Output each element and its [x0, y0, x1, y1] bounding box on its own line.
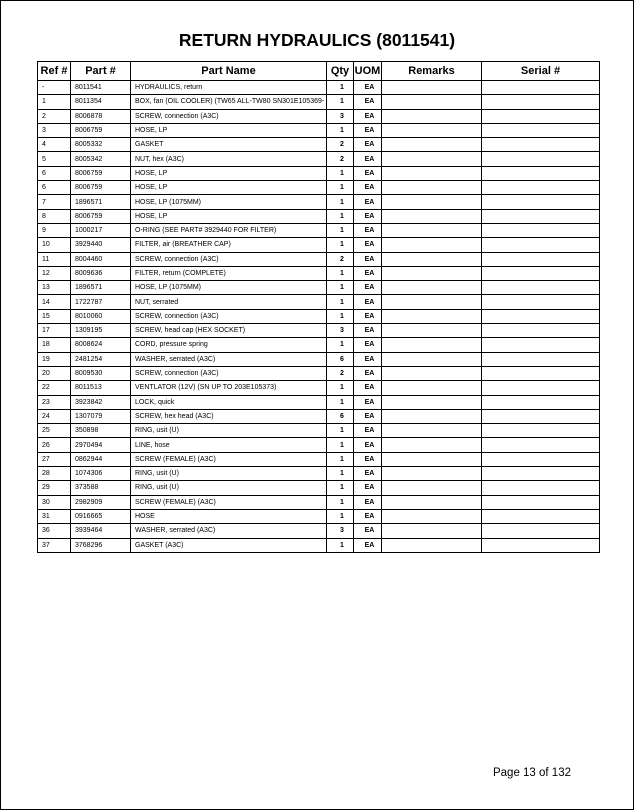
part-cell: 3929440 — [71, 238, 131, 252]
uom-cell: EA — [354, 209, 382, 223]
part-cell: 8006759 — [71, 181, 131, 195]
table-row — [38, 123, 600, 137]
serial-cell — [482, 381, 600, 395]
uom-cell: EA — [354, 166, 382, 180]
ref-cell: 11 — [38, 252, 71, 266]
name-cell: NUT, serrated — [131, 295, 327, 309]
name-cell: HOSE, LP — [131, 209, 327, 223]
uom-cell: EA — [354, 138, 382, 152]
table-row — [38, 424, 600, 438]
uom-cell: EA — [354, 395, 382, 409]
serial-cell — [482, 509, 600, 523]
remarks-cell — [382, 195, 482, 209]
ref-cell: 12 — [38, 266, 71, 280]
name-cell: HYDRAULICS, return — [131, 81, 327, 95]
name-cell: HOSE, LP — [131, 181, 327, 195]
table-row — [38, 252, 600, 266]
part-cell: 3939464 — [71, 524, 131, 538]
serial-cell — [482, 524, 600, 538]
ref-cell: 26 — [38, 438, 71, 452]
serial-cell — [482, 409, 600, 423]
remarks-cell — [382, 95, 482, 109]
uom-cell: EA — [354, 352, 382, 366]
serial-cell — [482, 366, 600, 380]
qty-cell: 1 — [327, 238, 354, 252]
part-cell: 8011541 — [71, 81, 131, 95]
uom-cell: EA — [354, 181, 382, 195]
uom-cell: EA — [354, 424, 382, 438]
uom-cell: EA — [354, 381, 382, 395]
part-cell: 1722787 — [71, 295, 131, 309]
part-cell: 8006878 — [71, 109, 131, 123]
qty-cell: 2 — [327, 138, 354, 152]
name-cell: O-RING (SEE PART# 3929440 FOR FILTER) — [131, 223, 327, 237]
serial-cell — [482, 281, 600, 295]
table-row — [38, 381, 600, 395]
ref-cell: 2 — [38, 109, 71, 123]
part-cell: 373588 — [71, 481, 131, 495]
serial-cell — [482, 223, 600, 237]
remarks-cell — [382, 295, 482, 309]
serial-cell — [482, 395, 600, 409]
column-header-qty: Qty — [327, 62, 354, 81]
serial-cell — [482, 166, 600, 180]
table-row — [38, 309, 600, 323]
serial-cell — [482, 81, 600, 95]
serial-cell — [482, 324, 600, 338]
ref-cell: 37 — [38, 538, 71, 552]
name-cell: WASHER, serrated (A3C) — [131, 352, 327, 366]
uom-cell: EA — [354, 495, 382, 509]
qty-cell: 1 — [327, 266, 354, 280]
ref-cell: 18 — [38, 338, 71, 352]
column-header-part: Part # — [71, 62, 131, 81]
name-cell: SCREW, connection (A3C) — [131, 109, 327, 123]
ref-cell: 10 — [38, 238, 71, 252]
qty-cell: 2 — [327, 366, 354, 380]
qty-cell: 1 — [327, 166, 354, 180]
ref-cell: 1 — [38, 95, 71, 109]
qty-cell: 1 — [327, 209, 354, 223]
table-row — [38, 481, 600, 495]
qty-cell: 1 — [327, 467, 354, 481]
table-row — [38, 266, 600, 280]
ref-cell: 22 — [38, 381, 71, 395]
name-cell: SCREW (FEMALE) (A3C) — [131, 495, 327, 509]
ref-cell: 31 — [38, 509, 71, 523]
part-cell: 0862944 — [71, 452, 131, 466]
uom-cell: EA — [354, 324, 382, 338]
qty-cell: 1 — [327, 381, 354, 395]
uom-cell: EA — [354, 123, 382, 137]
remarks-cell — [382, 324, 482, 338]
table-header-row — [38, 62, 600, 81]
uom-cell: EA — [354, 409, 382, 423]
uom-cell: EA — [354, 81, 382, 95]
uom-cell: EA — [354, 338, 382, 352]
name-cell: SCREW, hex head (A3C) — [131, 409, 327, 423]
part-cell: 8006759 — [71, 123, 131, 137]
table-row — [38, 366, 600, 380]
column-header-serial: Serial # — [482, 62, 600, 81]
remarks-cell — [382, 109, 482, 123]
part-cell: 8008624 — [71, 338, 131, 352]
remarks-cell — [382, 166, 482, 180]
qty-cell: 1 — [327, 123, 354, 137]
name-cell: HOSE, LP (1075MM) — [131, 195, 327, 209]
name-cell: RING, usit (U) — [131, 467, 327, 481]
serial-cell — [482, 181, 600, 195]
remarks-cell — [382, 452, 482, 466]
serial-cell — [482, 95, 600, 109]
uom-cell: EA — [354, 252, 382, 266]
uom-cell: EA — [354, 95, 382, 109]
uom-cell: EA — [354, 281, 382, 295]
remarks-cell — [382, 495, 482, 509]
qty-cell: 1 — [327, 81, 354, 95]
remarks-cell — [382, 381, 482, 395]
serial-cell — [482, 109, 600, 123]
uom-cell: EA — [354, 195, 382, 209]
column-header-name: Part Name — [131, 62, 327, 81]
part-cell: 8009636 — [71, 266, 131, 280]
qty-cell: 1 — [327, 95, 354, 109]
part-cell: 2982909 — [71, 495, 131, 509]
name-cell: SCREW, connection (A3C) — [131, 309, 327, 323]
remarks-cell — [382, 238, 482, 252]
uom-cell: EA — [354, 109, 382, 123]
part-cell: 1074306 — [71, 467, 131, 481]
table-row — [38, 138, 600, 152]
remarks-cell — [382, 209, 482, 223]
remarks-cell — [382, 509, 482, 523]
table-row — [38, 295, 600, 309]
uom-cell: EA — [354, 309, 382, 323]
part-cell: 1896571 — [71, 195, 131, 209]
remarks-cell — [382, 438, 482, 452]
table-row — [38, 338, 600, 352]
uom-cell: EA — [354, 152, 382, 166]
serial-cell — [482, 452, 600, 466]
ref-cell: 17 — [38, 324, 71, 338]
qty-cell: 1 — [327, 509, 354, 523]
table-row — [38, 324, 600, 338]
qty-cell: 1 — [327, 223, 354, 237]
remarks-cell — [382, 538, 482, 552]
remarks-cell — [382, 181, 482, 195]
name-cell: SCREW, connection (A3C) — [131, 252, 327, 266]
remarks-cell — [382, 338, 482, 352]
uom-cell: EA — [354, 366, 382, 380]
ref-cell: 14 — [38, 295, 71, 309]
name-cell: WASHER, serrated (A3C) — [131, 524, 327, 538]
name-cell: LOCK, quick — [131, 395, 327, 409]
page-title: RETURN HYDRAULICS (8011541) — [178, 30, 456, 50]
name-cell: SCREW (FEMALE) (A3C) — [131, 452, 327, 466]
table-row — [38, 438, 600, 452]
uom-cell: EA — [354, 438, 382, 452]
uom-cell: EA — [354, 295, 382, 309]
qty-cell: 1 — [327, 309, 354, 323]
uom-cell: EA — [354, 509, 382, 523]
part-cell: 3768296 — [71, 538, 131, 552]
page-number: Page 13 of 132 — [492, 767, 571, 779]
remarks-cell — [382, 123, 482, 137]
uom-cell: EA — [354, 452, 382, 466]
serial-cell — [482, 295, 600, 309]
ref-cell: 4 — [38, 138, 71, 152]
table-row — [38, 467, 600, 481]
serial-cell — [482, 266, 600, 280]
table-row — [38, 209, 600, 223]
part-cell: 8010060 — [71, 309, 131, 323]
qty-cell: 2 — [327, 152, 354, 166]
remarks-cell — [382, 467, 482, 481]
part-cell: 1000217 — [71, 223, 131, 237]
qty-cell: 3 — [327, 324, 354, 338]
ref-cell: 8 — [38, 209, 71, 223]
name-cell: FILTER, air (BREATHER CAP) — [131, 238, 327, 252]
table-row — [38, 452, 600, 466]
uom-cell: EA — [354, 538, 382, 552]
ref-cell: - — [38, 81, 71, 95]
part-cell: 2970494 — [71, 438, 131, 452]
part-cell: 8004460 — [71, 252, 131, 266]
qty-cell: 1 — [327, 195, 354, 209]
qty-cell: 1 — [327, 495, 354, 509]
ref-cell: 7 — [38, 195, 71, 209]
serial-cell — [482, 338, 600, 352]
name-cell: LINE, hose — [131, 438, 327, 452]
part-cell: 8006759 — [71, 209, 131, 223]
part-cell: 8009530 — [71, 366, 131, 380]
remarks-cell — [382, 138, 482, 152]
part-cell: 8011513 — [71, 381, 131, 395]
table-row — [38, 509, 600, 523]
remarks-cell — [382, 281, 482, 295]
name-cell: SCREW, connection (A3C) — [131, 366, 327, 380]
column-header-remarks: Remarks — [382, 62, 482, 81]
serial-cell — [482, 481, 600, 495]
uom-cell: EA — [354, 481, 382, 495]
ref-cell: 28 — [38, 467, 71, 481]
remarks-cell — [382, 409, 482, 423]
ref-cell: 5 — [38, 152, 71, 166]
remarks-cell — [382, 252, 482, 266]
table-row — [38, 81, 600, 95]
remarks-cell — [382, 481, 482, 495]
table-row — [38, 409, 600, 423]
name-cell: NUT, hex (A3C) — [131, 152, 327, 166]
name-cell: HOSE, LP (1075MM) — [131, 281, 327, 295]
ref-cell: 27 — [38, 452, 71, 466]
table-row — [38, 395, 600, 409]
table-row — [38, 352, 600, 366]
qty-cell: 1 — [327, 424, 354, 438]
serial-cell — [482, 252, 600, 266]
part-cell: 8005332 — [71, 138, 131, 152]
part-cell: 8011354 — [71, 95, 131, 109]
table-row — [38, 109, 600, 123]
qty-cell: 1 — [327, 295, 354, 309]
part-cell: 2481254 — [71, 352, 131, 366]
serial-cell — [482, 352, 600, 366]
name-cell: SCREW, head cap (HEX SOCKET) — [131, 324, 327, 338]
table-row — [38, 95, 600, 109]
serial-cell — [482, 309, 600, 323]
table-row — [38, 152, 600, 166]
serial-cell — [482, 238, 600, 252]
name-cell: RING, usit (U) — [131, 424, 327, 438]
table-row — [38, 181, 600, 195]
qty-cell: 1 — [327, 481, 354, 495]
remarks-cell — [382, 352, 482, 366]
qty-cell: 1 — [327, 395, 354, 409]
table-row — [38, 166, 600, 180]
serial-cell — [482, 467, 600, 481]
qty-cell: 1 — [327, 438, 354, 452]
part-cell: 3923842 — [71, 395, 131, 409]
uom-cell: EA — [354, 524, 382, 538]
part-cell: 8005342 — [71, 152, 131, 166]
serial-cell — [482, 424, 600, 438]
remarks-cell — [382, 152, 482, 166]
qty-cell: 1 — [327, 281, 354, 295]
qty-cell: 3 — [327, 524, 354, 538]
serial-cell — [482, 195, 600, 209]
table-row — [38, 223, 600, 237]
name-cell: CORD, pressure spring — [131, 338, 327, 352]
table-row — [38, 238, 600, 252]
name-cell: GASKET (A3C) — [131, 538, 327, 552]
name-cell: BOX, fan (OIL COOLER) (TW65 ALL-TW80 SN301E105369- — [131, 95, 327, 109]
name-cell: HOSE, LP — [131, 166, 327, 180]
qty-cell: 1 — [327, 538, 354, 552]
remarks-cell — [382, 395, 482, 409]
serial-cell — [482, 495, 600, 509]
table-row — [38, 195, 600, 209]
table-row — [38, 538, 600, 552]
column-header-ref: Ref # — [38, 62, 71, 81]
qty-cell: 1 — [327, 452, 354, 466]
serial-cell — [482, 209, 600, 223]
name-cell: GASKET — [131, 138, 327, 152]
part-cell: 1309195 — [71, 324, 131, 338]
ref-cell: 13 — [38, 281, 71, 295]
name-cell: VENTLATOR (12V) (SN UP TO 203E105373) — [131, 381, 327, 395]
serial-cell — [482, 138, 600, 152]
ref-cell: 9 — [38, 223, 71, 237]
uom-cell: EA — [354, 266, 382, 280]
remarks-cell — [382, 524, 482, 538]
serial-cell — [482, 152, 600, 166]
table-row — [38, 495, 600, 509]
ref-cell: 15 — [38, 309, 71, 323]
remarks-cell — [382, 424, 482, 438]
part-cell: 0916665 — [71, 509, 131, 523]
name-cell: RING, usit (U) — [131, 481, 327, 495]
part-cell: 1307079 — [71, 409, 131, 423]
ref-cell: 23 — [38, 395, 71, 409]
ref-cell: 20 — [38, 366, 71, 380]
serial-cell — [482, 538, 600, 552]
table-row — [38, 524, 600, 538]
parts-table — [37, 61, 600, 553]
ref-cell: 6 — [38, 166, 71, 180]
name-cell: FILTER, return (COMPLETE) — [131, 266, 327, 280]
uom-cell: EA — [354, 238, 382, 252]
qty-cell: 1 — [327, 338, 354, 352]
part-cell: 1896571 — [71, 281, 131, 295]
ref-cell: 25 — [38, 424, 71, 438]
ref-cell: 6 — [38, 181, 71, 195]
name-cell: HOSE — [131, 509, 327, 523]
uom-cell: EA — [354, 467, 382, 481]
uom-cell: EA — [354, 223, 382, 237]
part-cell: 350898 — [71, 424, 131, 438]
ref-cell: 30 — [38, 495, 71, 509]
column-header-uom: UOM — [354, 62, 382, 81]
part-cell: 8006759 — [71, 166, 131, 180]
ref-cell: 3 — [38, 123, 71, 137]
qty-cell: 2 — [327, 252, 354, 266]
remarks-cell — [382, 309, 482, 323]
remarks-cell — [382, 223, 482, 237]
remarks-cell — [382, 266, 482, 280]
remarks-cell — [382, 366, 482, 380]
serial-cell — [482, 438, 600, 452]
ref-cell: 24 — [38, 409, 71, 423]
qty-cell: 6 — [327, 409, 354, 423]
qty-cell: 3 — [327, 109, 354, 123]
remarks-cell — [382, 81, 482, 95]
ref-cell: 29 — [38, 481, 71, 495]
qty-cell: 6 — [327, 352, 354, 366]
name-cell: HOSE, LP — [131, 123, 327, 137]
table-row — [38, 281, 600, 295]
ref-cell: 19 — [38, 352, 71, 366]
serial-cell — [482, 123, 600, 137]
qty-cell: 1 — [327, 181, 354, 195]
ref-cell: 36 — [38, 524, 71, 538]
